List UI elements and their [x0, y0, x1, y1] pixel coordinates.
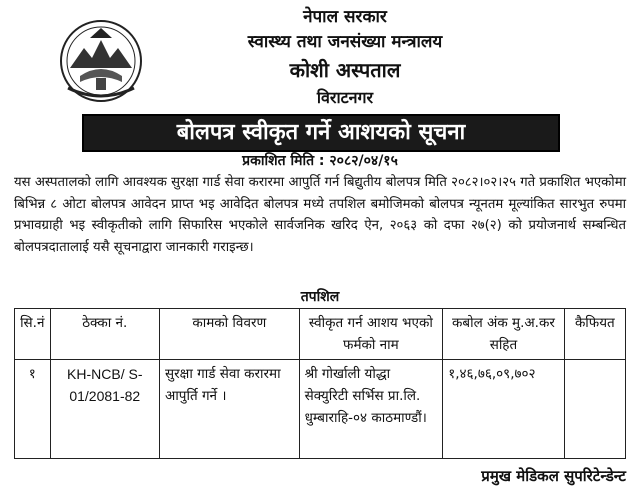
nepal-government-emblem	[56, 18, 146, 104]
header-city: विराटनगर	[316, 88, 374, 107]
header-contract-no: ठेक्का नं.	[50, 309, 159, 360]
table-row	[15, 360, 626, 459]
table-header-row	[15, 309, 626, 360]
notice-body: यस अस्पतालको लागि आवश्यक सुरक्षा गार्ड सेवा करारमा आपुर्ति गर्न बिद्युतीय बोलपत्र मिति २०८२।०२।२५ गते प्रकाशित भएकोमा बिभिन्न ८ ओटा बोलपत्र आवेदन प्राप्त भइ आवेदित बोलपत्र मध्ये तपशिल बमोजिमको बोलपत्र न्यूनतम मूल्यांकित सारभुत रुपमा प्रभावग्राही भइ स्वीकृतीको लागि सिफारिस भएकोले सार्वजनिक खरिद ऐन, २०६३ को दफा २७(२) को प्रयोजनार्थ सम्बन्धित बोलपत्रदातालाई यसै सूचनाद्वारा जानकारी गराइन्छ।	[14, 175, 626, 255]
header-hospital: कोशी अस्पताल	[289, 58, 401, 82]
header-firm: स्वीकृत गर्न आशय भएको फर्मको नाम	[299, 309, 443, 360]
cell-amount: १,४६,७६,०९,७०२	[443, 360, 565, 459]
cell-contract-no: KH-NCB/ S-01/2081-82	[50, 360, 159, 459]
header-description: कामको विवरण	[160, 309, 300, 360]
cell-remarks	[564, 360, 625, 459]
published-date: प्रकाशित मिति : २०८२/०४/१५	[242, 153, 398, 169]
header-amount: कबोल अंक मु.अ.कर सहित	[443, 309, 565, 360]
header-sn: सि.नं	[15, 309, 51, 360]
table-title: तपशिल	[300, 289, 340, 305]
cell-description: सुरक्षा गार्ड सेवा करारमा आपुर्ति गर्ने ।	[160, 360, 300, 459]
header-remarks: कैफियत	[564, 309, 625, 360]
header-government: नेपाल सरकार	[303, 7, 387, 27]
notice-title-banner: बोलपत्र स्वीकृत गर्ने आशयको सूचना	[82, 114, 560, 152]
header-ministry: स्वास्थ्य तथा जनसंख्या मन्त्रालय	[247, 32, 443, 52]
cell-firm: श्री गोर्खाली योद्धा सेक्युरिटी सर्भिस प्रा.लि. धुम्बाराहि-०४ काठमाण्डौं।	[299, 360, 443, 459]
award-table	[14, 308, 626, 459]
signatory: प्रमुख मेडिकल सुपरिटेन्डेन्ट	[481, 467, 626, 485]
cell-sn: १	[15, 360, 51, 459]
